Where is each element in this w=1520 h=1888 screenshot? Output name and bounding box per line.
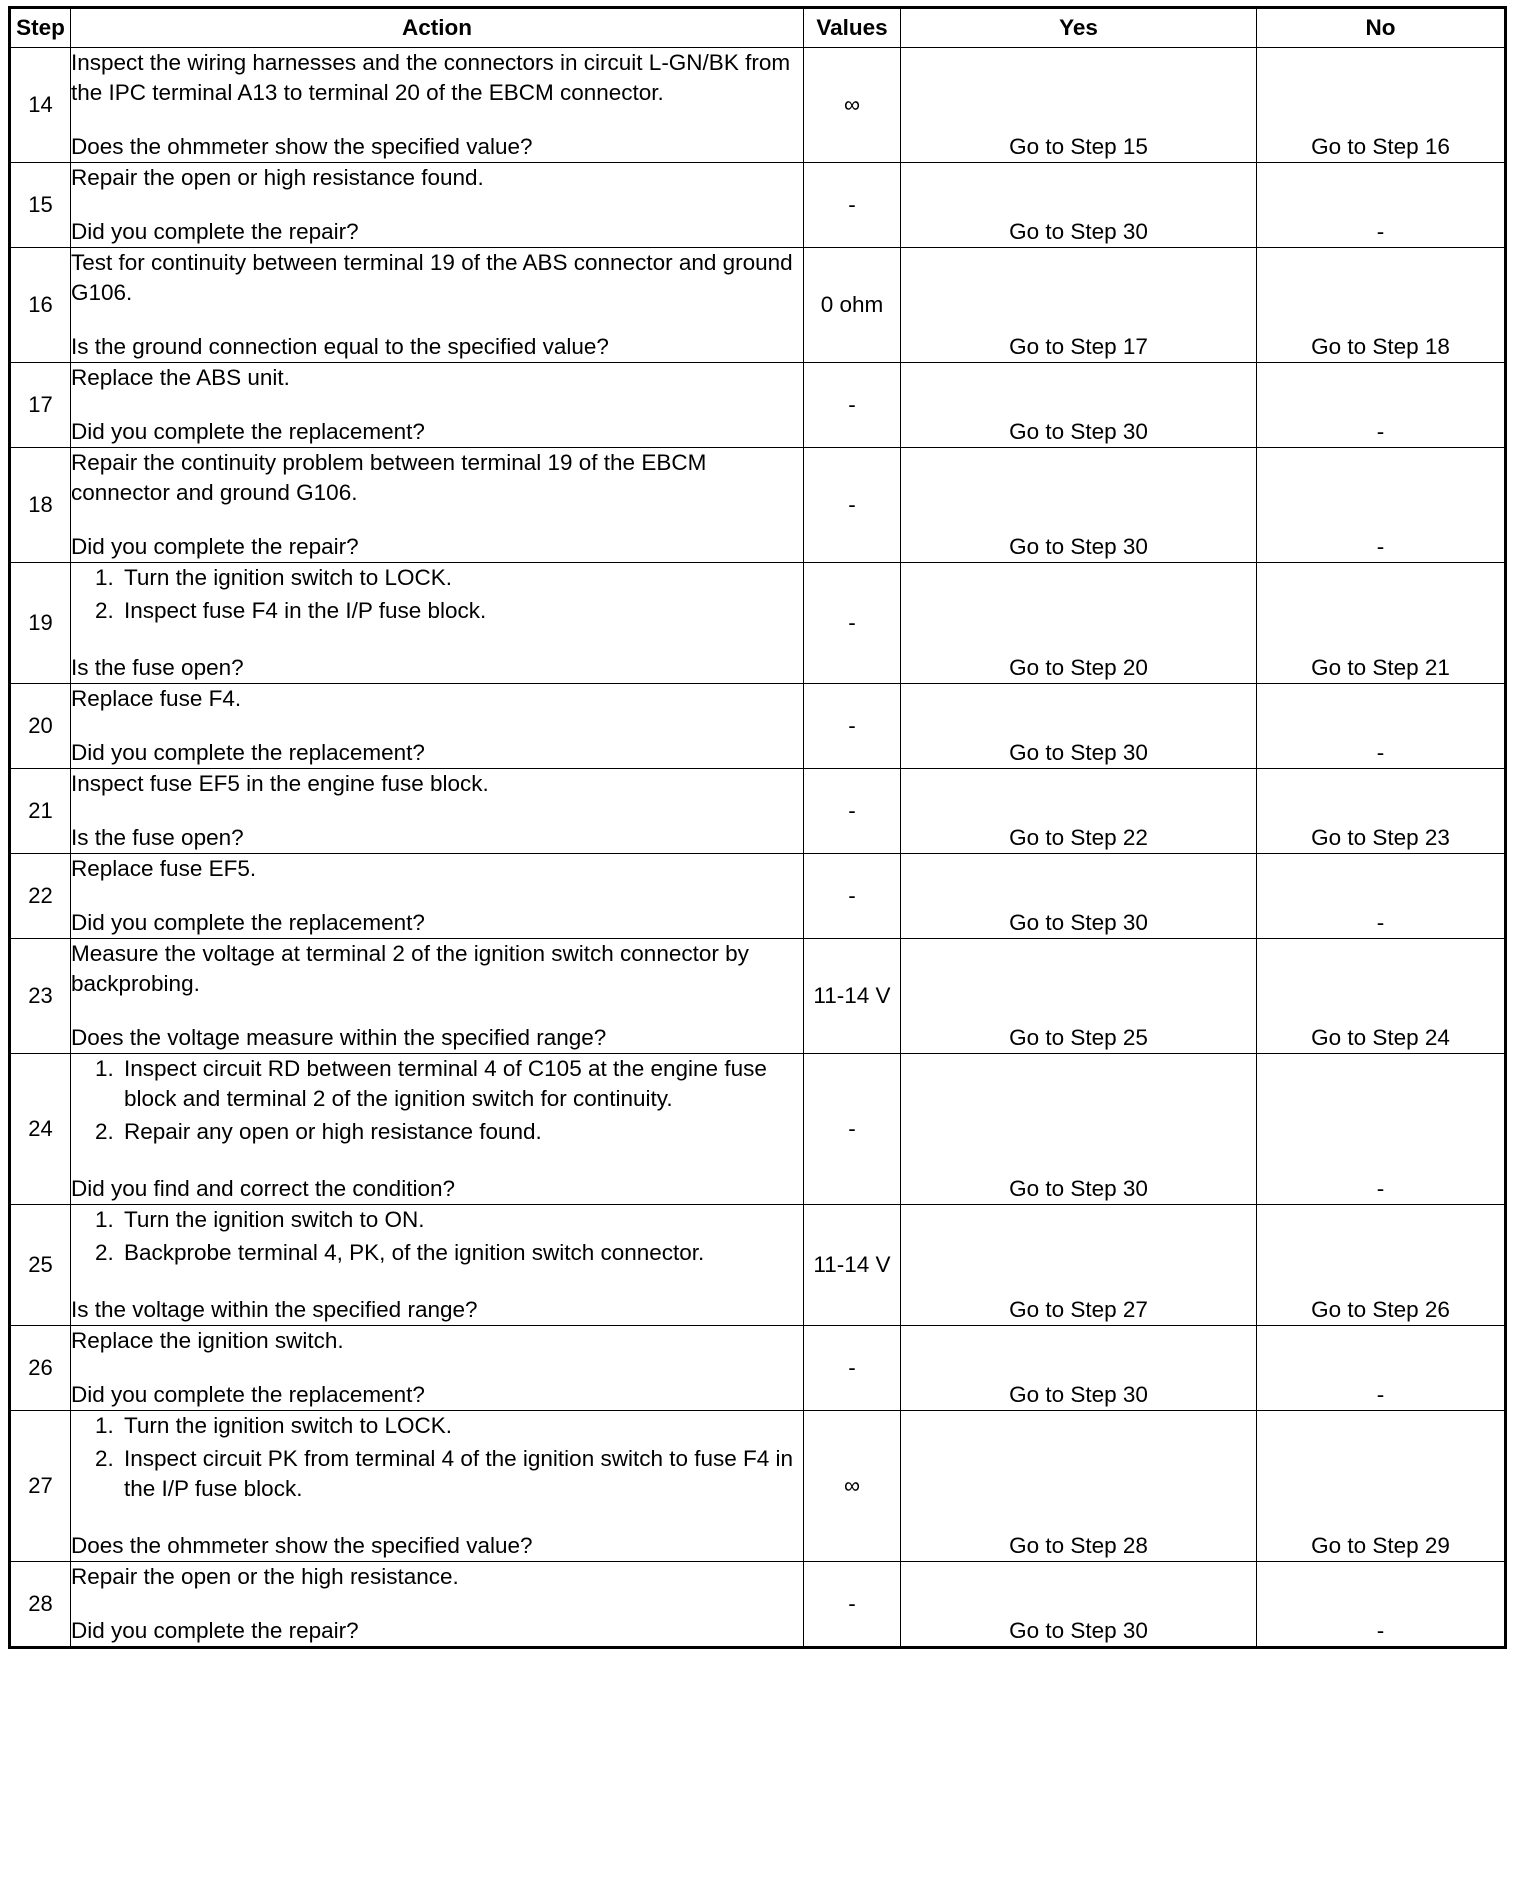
spacer: [71, 1271, 803, 1295]
no-result: Go to Step 26: [1257, 1205, 1506, 1326]
action-steps-list: [71, 1205, 803, 1268]
action-step-item: 1. Inspect circuit RD between terminal 4 of C105 at the engine fuse block and terminal 2 of the ignition switch for continuity.: [120, 1054, 803, 1114]
yes-result: Go to Step 30: [901, 684, 1257, 769]
no-result: Go to Step 16: [1257, 48, 1506, 163]
action-question: Does the ohmmeter show the specified value?: [71, 1533, 533, 1558]
step-number: 22: [10, 854, 71, 939]
spec-value: -: [804, 769, 901, 854]
table-row: [10, 1326, 1506, 1411]
action-cell: [71, 1326, 804, 1411]
step-number: 16: [10, 248, 71, 363]
spec-value: ∞: [804, 48, 901, 163]
header-row: [10, 8, 1506, 48]
action-question: Is the fuse open?: [71, 825, 244, 850]
action-instruction: Replace fuse F4.: [71, 686, 242, 711]
yes-result: Go to Step 28: [901, 1411, 1257, 1562]
header-values: Values: [804, 8, 901, 48]
yes-result: Go to Step 25: [901, 939, 1257, 1054]
header-no: No: [1257, 8, 1506, 48]
action-question: Did you complete the replacement?: [71, 419, 425, 444]
no-result: -: [1257, 684, 1506, 769]
table-body: [10, 48, 1506, 1648]
step-number: 19: [10, 563, 71, 684]
spec-value: -: [804, 854, 901, 939]
action-step-item: 1. Turn the ignition switch to ON.: [120, 1205, 803, 1235]
spec-value: -: [804, 363, 901, 448]
action-step-item: 2. Inspect circuit PK from terminal 4 of the ignition switch to fuse F4 in the I/P fuse block.: [120, 1444, 803, 1504]
yes-result: Go to Step 20: [901, 563, 1257, 684]
no-result: -: [1257, 1054, 1506, 1205]
no-result: -: [1257, 1326, 1506, 1411]
action-instruction: Repair the open or high resistance found.: [71, 165, 484, 190]
spec-value: 0 ohm: [804, 248, 901, 363]
action-instruction: Replace the ignition switch.: [71, 1328, 344, 1353]
spec-value: 11-14 V: [804, 1205, 901, 1326]
spacer: [71, 629, 803, 653]
spacer: [71, 308, 803, 332]
no-result: -: [1257, 163, 1506, 248]
action-cell: [71, 563, 804, 684]
step-number: 15: [10, 163, 71, 248]
spacer: [71, 193, 803, 217]
step-number: 27: [10, 1411, 71, 1562]
action-question: Did you complete the repair?: [71, 219, 359, 244]
table-row: [10, 563, 1506, 684]
action-cell: [71, 163, 804, 248]
action-question: Is the ground connection equal to the specified value?: [71, 334, 609, 359]
spec-value: -: [804, 1326, 901, 1411]
diagnostic-table: [8, 6, 1507, 1649]
step-number: 25: [10, 1205, 71, 1326]
table-row: [10, 1054, 1506, 1205]
spacer: [71, 393, 803, 417]
action-instruction: Replace the ABS unit.: [71, 365, 290, 390]
action-question: Did you complete the repair?: [71, 534, 359, 559]
action-instruction: Measure the voltage at terminal 2 of the ignition switch connector by backprobing.: [71, 941, 749, 996]
header-step: Step: [10, 8, 71, 48]
action-instruction: Repair the open or the high resistance.: [71, 1564, 459, 1589]
table-row: [10, 48, 1506, 163]
no-result: Go to Step 23: [1257, 769, 1506, 854]
action-step-item: 2. Inspect fuse F4 in the I/P fuse block.: [120, 596, 803, 626]
header-action: Action: [71, 8, 804, 48]
action-cell: [71, 1205, 804, 1326]
action-cell: [71, 363, 804, 448]
spec-value: 11-14 V: [804, 939, 901, 1054]
step-number: 20: [10, 684, 71, 769]
table-row: [10, 854, 1506, 939]
step-number: 24: [10, 1054, 71, 1205]
no-result: -: [1257, 854, 1506, 939]
action-question: Did you complete the replacement?: [71, 740, 425, 765]
yes-result: Go to Step 15: [901, 48, 1257, 163]
action-instruction: Inspect the wiring harnesses and the connectors in circuit L-GN/BK from the IPC terminal A13 to terminal 20 of the EBCM connector.: [71, 50, 791, 105]
spacer: [71, 1592, 803, 1616]
action-cell: [71, 769, 804, 854]
spacer: [71, 1356, 803, 1380]
step-number: 23: [10, 939, 71, 1054]
spacer: [71, 108, 803, 132]
spec-value: ∞: [804, 1411, 901, 1562]
action-question: Is the fuse open?: [71, 655, 244, 680]
spacer: [71, 799, 803, 823]
spacer: [71, 1507, 803, 1531]
action-steps-list: [71, 1054, 803, 1147]
action-cell: [71, 48, 804, 163]
table-row: [10, 248, 1506, 363]
action-cell: [71, 1562, 804, 1648]
action-cell: [71, 854, 804, 939]
action-step-item: 2. Backprobe terminal 4, PK, of the ignition switch connector.: [120, 1238, 803, 1268]
no-result: -: [1257, 363, 1506, 448]
action-step-item: 1. Turn the ignition switch to LOCK.: [120, 563, 803, 593]
action-cell: [71, 248, 804, 363]
table-row: [10, 1411, 1506, 1562]
action-steps-list: [71, 1411, 803, 1504]
action-cell: [71, 939, 804, 1054]
action-cell: [71, 448, 804, 563]
action-instruction: Repair the continuity problem between terminal 19 of the EBCM connector and ground G106.: [71, 450, 707, 505]
step-number: 17: [10, 363, 71, 448]
action-question: Did you complete the repair?: [71, 1618, 359, 1643]
no-result: Go to Step 24: [1257, 939, 1506, 1054]
table-row: [10, 363, 1506, 448]
yes-result: Go to Step 30: [901, 163, 1257, 248]
action-question: Does the ohmmeter show the specified value?: [71, 134, 533, 159]
yes-result: Go to Step 30: [901, 854, 1257, 939]
action-instruction: Test for continuity between terminal 19 of the ABS connector and ground G106.: [71, 250, 793, 305]
action-question: Did you complete the replacement?: [71, 910, 425, 935]
spacer: [71, 714, 803, 738]
spec-value: -: [804, 1562, 901, 1648]
spacer: [71, 999, 803, 1023]
action-cell: [71, 684, 804, 769]
yes-result: Go to Step 30: [901, 1562, 1257, 1648]
spec-value: -: [804, 1054, 901, 1205]
no-result: Go to Step 21: [1257, 563, 1506, 684]
yes-result: Go to Step 30: [901, 1054, 1257, 1205]
spacer: [71, 508, 803, 532]
action-question: Did you find and correct the condition?: [71, 1176, 455, 1201]
spec-value: -: [804, 163, 901, 248]
action-instruction: Replace fuse EF5.: [71, 856, 257, 881]
yes-result: Go to Step 27: [901, 1205, 1257, 1326]
action-steps-list: [71, 563, 803, 626]
table-row: [10, 1205, 1506, 1326]
action-instruction: Inspect fuse EF5 in the engine fuse block.: [71, 771, 489, 796]
no-result: -: [1257, 1562, 1506, 1648]
action-question: Does the voltage measure within the specified range?: [71, 1025, 607, 1050]
spacer: [71, 1150, 803, 1174]
action-cell: [71, 1411, 804, 1562]
action-cell: [71, 1054, 804, 1205]
action-question: Is the voltage within the specified range?: [71, 1297, 478, 1322]
table-row: [10, 163, 1506, 248]
spec-value: -: [804, 684, 901, 769]
action-step-item: 2. Repair any open or high resistance found.: [120, 1117, 803, 1147]
step-number: 14: [10, 48, 71, 163]
action-step-item: 1. Turn the ignition switch to LOCK.: [120, 1411, 803, 1441]
no-result: Go to Step 29: [1257, 1411, 1506, 1562]
spec-value: -: [804, 448, 901, 563]
table-row: [10, 684, 1506, 769]
yes-result: Go to Step 17: [901, 248, 1257, 363]
action-question: Did you complete the replacement?: [71, 1382, 425, 1407]
yes-result: Go to Step 30: [901, 1326, 1257, 1411]
table-row: [10, 448, 1506, 563]
header-yes: Yes: [901, 8, 1257, 48]
table-row: [10, 1562, 1506, 1648]
spec-value: -: [804, 563, 901, 684]
no-result: Go to Step 18: [1257, 248, 1506, 363]
yes-result: Go to Step 22: [901, 769, 1257, 854]
step-number: 26: [10, 1326, 71, 1411]
step-number: 28: [10, 1562, 71, 1648]
spacer: [71, 884, 803, 908]
table-row: [10, 769, 1506, 854]
step-number: 18: [10, 448, 71, 563]
table-row: [10, 939, 1506, 1054]
yes-result: Go to Step 30: [901, 363, 1257, 448]
step-number: 21: [10, 769, 71, 854]
yes-result: Go to Step 30: [901, 448, 1257, 563]
no-result: -: [1257, 448, 1506, 563]
